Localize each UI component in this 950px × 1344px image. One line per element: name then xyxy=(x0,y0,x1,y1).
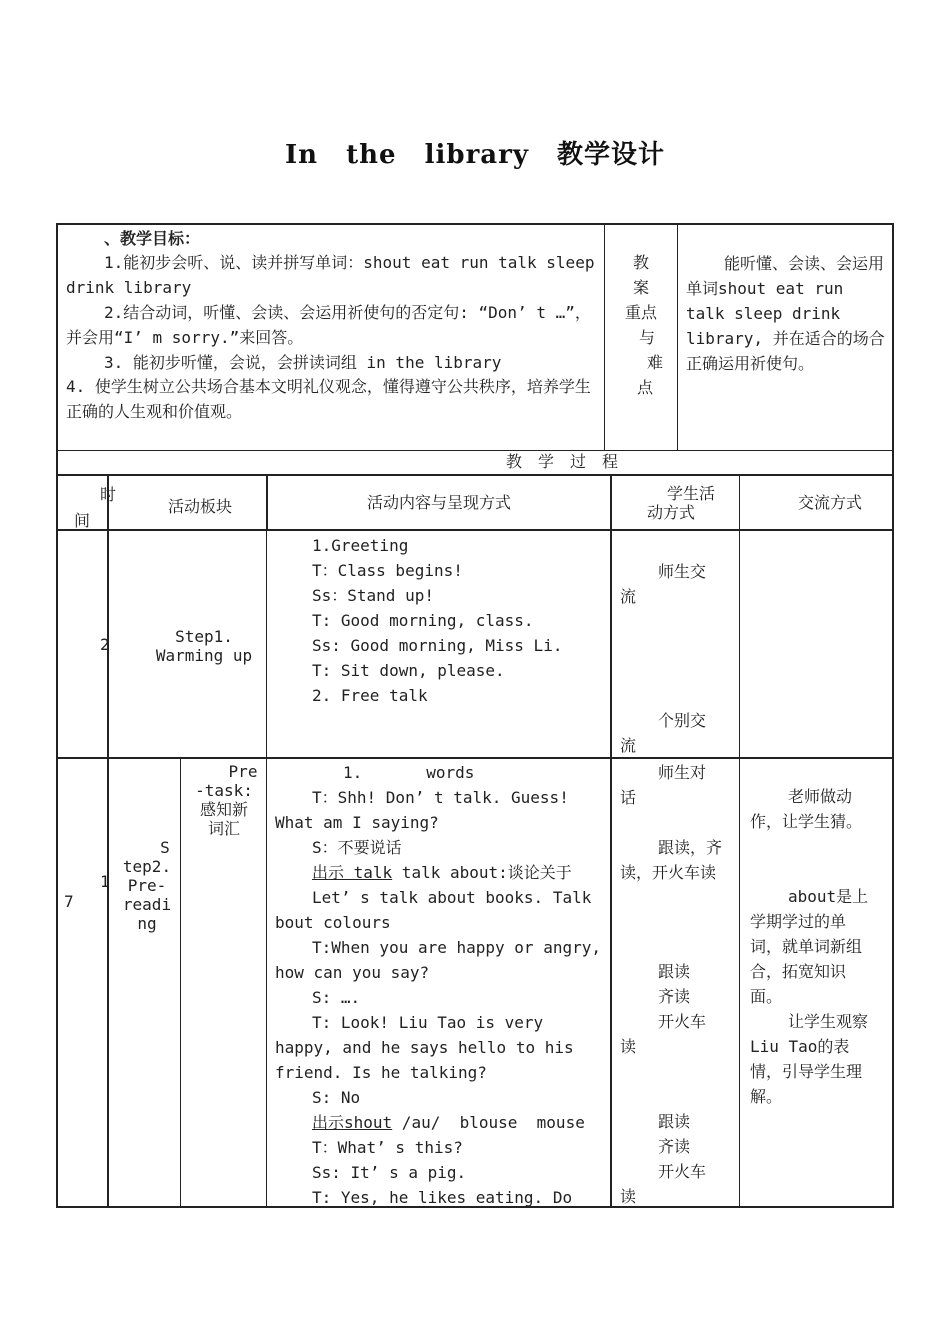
row2-content-line: T:When you are happy or angry, xyxy=(312,938,601,957)
row2-student: 话 xyxy=(620,788,637,807)
objective-item: 1.能初步会听、说、读并拼写单词：shout eat run talk sleep drink library xyxy=(66,253,595,297)
lesson-plan-table xyxy=(56,223,894,1208)
row2-content-line: S：不要说话 xyxy=(312,838,402,857)
row2-content-line xyxy=(312,1110,585,1135)
content-text: talk about:谈论关于 xyxy=(392,863,572,882)
table-border-top xyxy=(56,223,894,225)
row1-content-line: T: Good morning, class. xyxy=(312,611,534,630)
row2-submodule: 感知新 xyxy=(199,800,248,819)
row1-student: 流 xyxy=(620,587,637,606)
row1-content-line: 2. Free talk xyxy=(312,686,428,705)
row1-module: Step1. xyxy=(175,627,233,646)
row2-student: 读 xyxy=(620,1037,637,1056)
row2-content-line: S: …. xyxy=(312,988,361,1007)
table-border-left xyxy=(56,223,58,1208)
row1-student: 师生交 xyxy=(658,562,707,581)
row2-exchange: 词，就单词新组 xyxy=(750,937,863,956)
underlined-word: 出示 talk xyxy=(312,863,393,882)
divider xyxy=(56,757,894,759)
row2-student: 开火车 xyxy=(658,1012,707,1031)
underlined-word: 出示shout xyxy=(312,1113,393,1132)
row1-student: 流 xyxy=(620,736,637,755)
row2-content-line: Ss: It’ s a pig. xyxy=(312,1163,467,1182)
row1-content-line: Ss：Stand up! xyxy=(312,586,434,605)
col-header-time: 间 xyxy=(74,511,91,530)
row2-exchange: 让学生观察 xyxy=(788,1012,869,1031)
divider xyxy=(56,474,894,476)
row2-module: Pre- xyxy=(127,876,167,895)
row2-student: 读，开火车读 xyxy=(620,863,717,882)
key-points-text: 能听懂、会读、会运用单词shout eat run talk sleep drink library, 并在适合的场合正确运用祈使句。 xyxy=(686,254,885,373)
row1-content-line: 1.Greeting xyxy=(312,536,409,555)
row2-exchange: about是上 xyxy=(788,887,869,906)
objective-item: 2.结合动词，听懂、会读、会运用祈使句的否定句: “Don’ t …”，并会用“I’ m sorry.”来回答。 xyxy=(66,303,591,347)
key-points-label: 与 xyxy=(638,328,655,347)
row2-content-line: S: No xyxy=(312,1088,361,1107)
process-header: 教 学 过 程 xyxy=(505,452,618,471)
row2-student: 跟读 xyxy=(658,1112,691,1131)
row2-content-line: how can you say? xyxy=(275,963,430,982)
row2-content-line: happy, and he says hello to his xyxy=(275,1038,574,1057)
row2-content-line xyxy=(312,860,572,885)
col-header-content: 活动内容与呈现方式 xyxy=(366,493,511,512)
row2-student: 齐读 xyxy=(658,987,691,1006)
row2-content-line: Let’ s talk about books. Talk xyxy=(312,888,592,907)
col-header-student: 学生活 xyxy=(667,484,716,503)
col-header-student: 动方式 xyxy=(647,503,696,522)
objective-item: 3. 能初步听懂，会说，会拼读词组 in the library xyxy=(104,353,502,372)
row2-content-line: T：Shh! Don’ t talk. Guess! xyxy=(312,788,569,807)
row2-content-line: 1. words xyxy=(343,763,475,782)
row2-content-line: friend. Is he talking? xyxy=(275,1063,487,1082)
divider xyxy=(610,476,612,1206)
key-points-label: 案 xyxy=(632,278,649,297)
row2-submodule: -task: xyxy=(195,781,253,800)
row2-exchange: 作，让学生猜。 xyxy=(750,812,863,831)
row2-exchange: 学期学过的单 xyxy=(750,912,847,931)
objectives-heading: 、教学目标： xyxy=(104,229,201,248)
objective-item: 4. 使学生树立公共场合基本文明礼仪观念，懂得遵守公共秩序，培养学生正确的人生观和价值观。 xyxy=(66,377,591,421)
divider xyxy=(739,476,740,1206)
col-header-exchange: 交流方式 xyxy=(798,493,863,512)
key-points-label: 重点 xyxy=(624,303,657,322)
content-text: /au/ blouse mouse xyxy=(392,1113,585,1132)
row2-time: 7 xyxy=(64,892,74,911)
divider xyxy=(56,529,894,531)
row2-student: 齐读 xyxy=(658,1137,691,1156)
row1-time: 2 xyxy=(100,635,110,654)
row2-student: 读 xyxy=(620,1187,637,1206)
row1-content-line: Ss: Good morning, Miss Li. xyxy=(312,636,563,655)
table-border-right xyxy=(892,223,894,1208)
row2-exchange: 老师做动 xyxy=(788,787,853,806)
row2-student: 跟读 xyxy=(658,962,691,981)
row2-content-line: T：What’ s this? xyxy=(312,1138,463,1157)
row1-content-line: T：Class begins! xyxy=(312,561,463,580)
page-title: In the library 教学设计 xyxy=(285,140,665,170)
col-header-module: 活动板块 xyxy=(168,497,233,516)
row1-module: Warming up xyxy=(155,646,253,665)
key-points-label: 难 xyxy=(646,353,663,372)
key-points-label: 教 xyxy=(632,253,649,272)
row2-exchange: 合，拓宽知识 xyxy=(750,962,847,981)
row2-submodule: 词汇 xyxy=(207,819,240,838)
row2-exchange: 面。 xyxy=(750,987,783,1006)
row2-content-line: T: Yes, he likes eating. Do xyxy=(312,1188,573,1207)
row2-exchange: Liu Tao的表 xyxy=(750,1037,850,1056)
key-points-label: 点 xyxy=(636,378,653,397)
row2-content-line: bout colours xyxy=(275,913,391,932)
row2-module: readi xyxy=(122,895,172,914)
row2-student: 开火车 xyxy=(658,1162,707,1181)
row2-module: ng xyxy=(137,914,157,933)
row2-student: 师生对 xyxy=(658,763,707,782)
row2-content-line: T: Look! Liu Tao is very xyxy=(312,1013,544,1032)
row2-submodule: Pre xyxy=(228,762,258,781)
row2-student: 跟读，齐 xyxy=(658,838,723,857)
row1-student: 个别交 xyxy=(658,711,707,730)
row1-content-line: T: Sit down, please. xyxy=(312,661,505,680)
col-header-time: 时 xyxy=(100,485,117,504)
row2-time: 1 xyxy=(100,872,110,891)
row2-module: S xyxy=(160,838,170,857)
row2-content-line: What am I saying? xyxy=(275,813,439,832)
row2-exchange: 解。 xyxy=(750,1087,783,1106)
row2-module: tep2. xyxy=(122,857,172,876)
row2-exchange: 情，引导学生理 xyxy=(750,1062,863,1081)
